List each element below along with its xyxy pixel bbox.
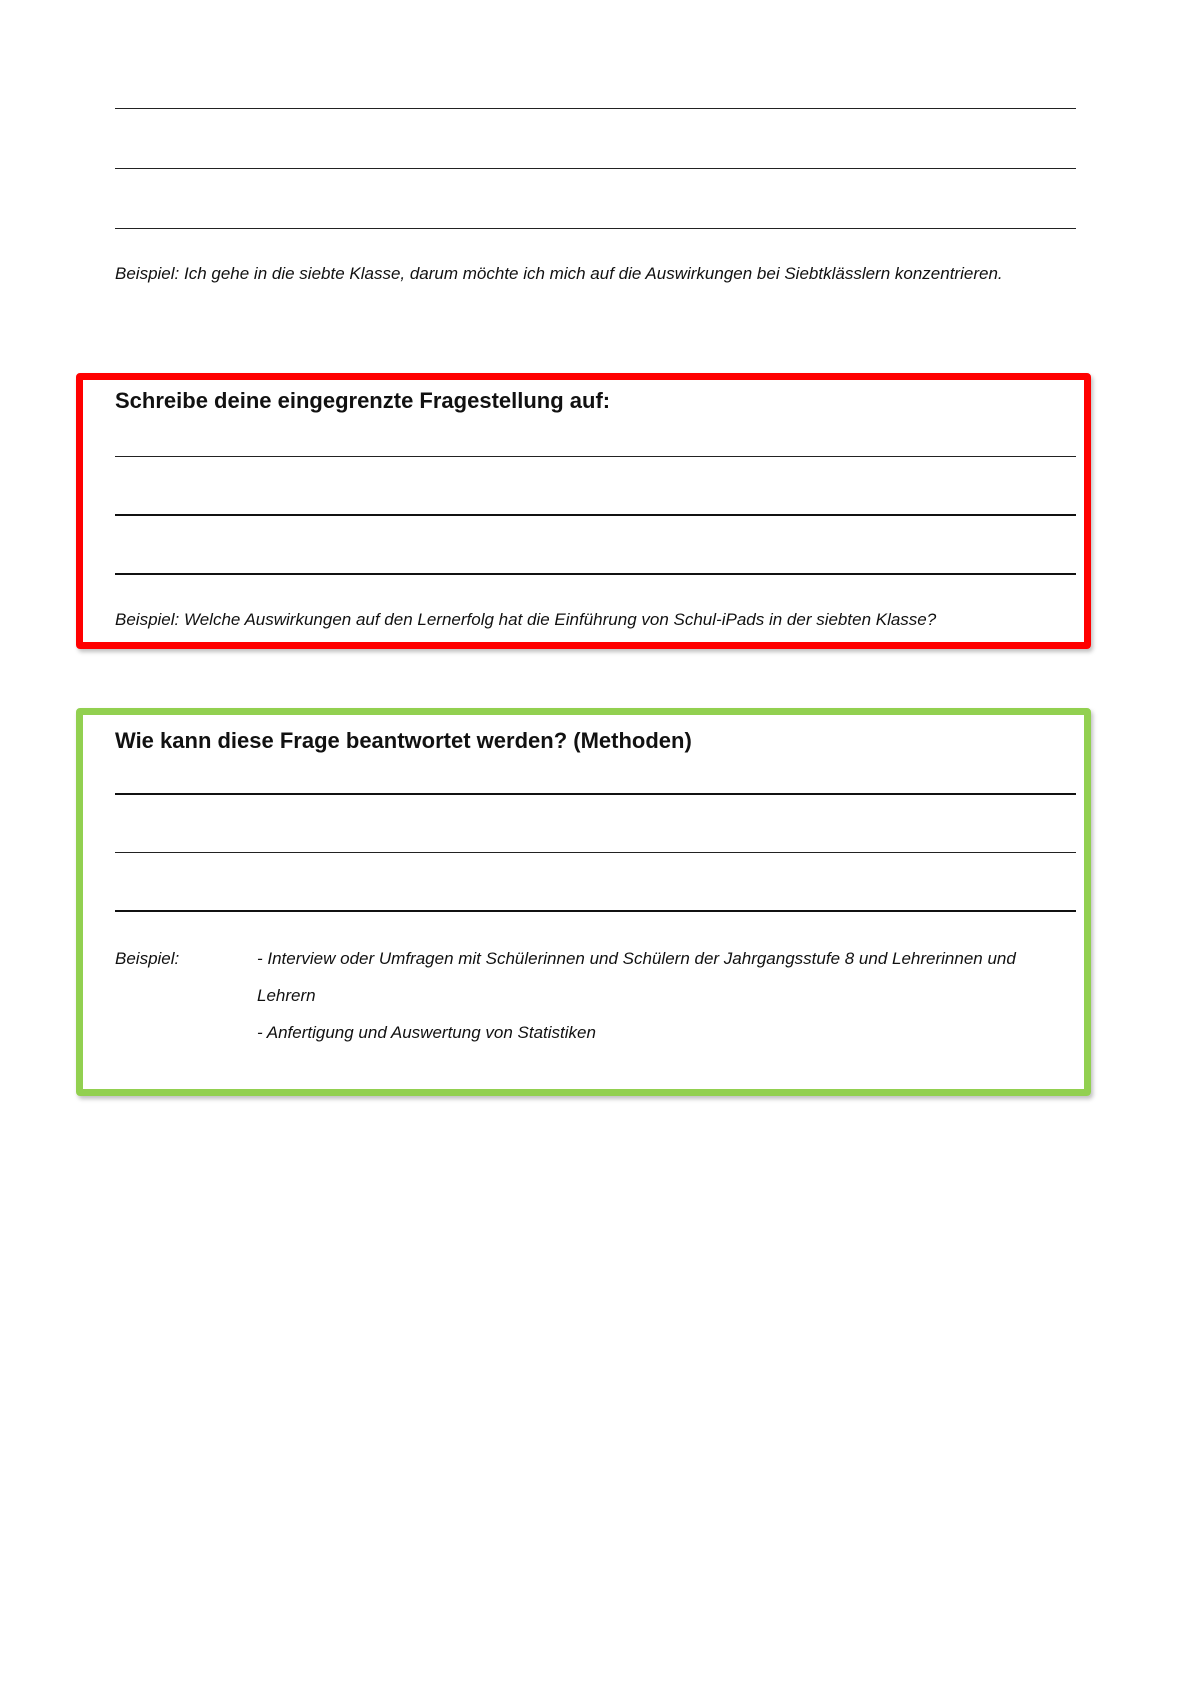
methods-box-title: Wie kann diese Frage beantwortet werden? (Methoden) <box>115 728 692 753</box>
writing-line <box>115 573 1076 575</box>
question-box-title: Schreibe deine eingegrenzte Fragestellung auf: <box>115 388 611 413</box>
writing-line <box>115 910 1076 912</box>
methods-example-item: - Interview oder Umfragen mit Schülerinnen und Schülern der Jahrgangsstufe 8 und Lehrerinnen und <box>257 949 1016 968</box>
writing-line <box>115 168 1076 169</box>
writing-line <box>115 228 1076 229</box>
methods-example-item: Lehrern <box>257 986 316 1005</box>
writing-line <box>115 852 1076 853</box>
question-box-example: Beispiel: Welche Auswirkungen auf den Lernerfolg hat die Einführung von Schul-iPads in der siebten Klasse? <box>115 610 937 629</box>
writing-line <box>115 456 1076 457</box>
writing-line <box>115 793 1076 795</box>
question-box <box>76 373 1091 649</box>
example-text: Beispiel: Ich gehe in die siebte Klasse, darum möchte ich mich auf die Auswirkungen bei Siebtklässlern konzentrieren. <box>115 264 1003 283</box>
methods-example-label: Beispiel: <box>115 949 180 968</box>
methods-example-item: - Anfertigung und Auswertung von Statistiken <box>257 1023 596 1042</box>
writing-line <box>115 108 1076 109</box>
writing-line <box>115 514 1076 516</box>
